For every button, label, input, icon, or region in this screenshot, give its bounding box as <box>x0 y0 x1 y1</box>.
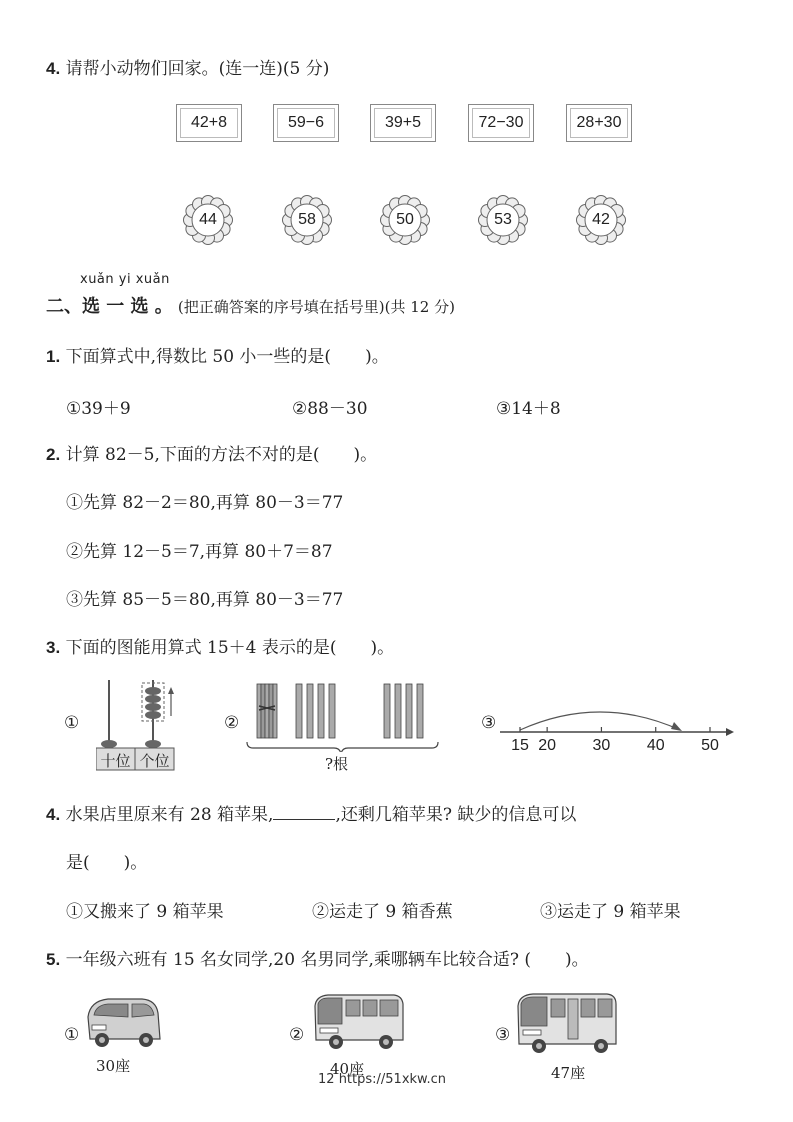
q1-header <box>46 342 389 367</box>
expression-card[interactable]: 39+5 <box>370 104 436 142</box>
question-number: 3. <box>46 638 61 657</box>
abacus-bead <box>101 740 117 748</box>
abacus-bead <box>145 740 161 748</box>
tick-label: 20 <box>538 737 557 754</box>
flower-number: 58 <box>298 211 316 228</box>
tick-label: 40 <box>646 737 665 754</box>
question-text: 请帮小动物们回家。(连一连)(5 分) <box>65 59 330 79</box>
single-stick <box>296 684 302 738</box>
question-number: 2. <box>46 445 61 464</box>
q3-header <box>46 633 394 658</box>
arc-arrow-icon <box>671 722 682 731</box>
stick-bundle <box>257 684 277 738</box>
question-text: 水果店里原来有 28 箱苹果, <box>65 805 274 825</box>
q2-header <box>46 440 377 465</box>
expression-card[interactable]: 72−30 <box>468 104 534 142</box>
option[interactable]: ③14＋8 <box>496 399 561 419</box>
question-number: 5. <box>46 950 61 969</box>
q4-top-header <box>46 54 329 79</box>
option-label[interactable]: ① <box>64 1025 80 1045</box>
option[interactable]: ①先算 82－2＝80,再算 80－3＝77 <box>66 493 344 513</box>
q4-header <box>46 800 576 825</box>
option[interactable]: ①39＋9 <box>66 399 131 419</box>
question-text: 下面算式中,得数比 50 小一些的是( )。 <box>65 347 389 367</box>
section-header <box>46 292 455 318</box>
brace <box>247 742 438 752</box>
flower-number: 53 <box>494 211 512 228</box>
vehicle-caption: 40座 <box>330 1060 365 1078</box>
single-stick <box>307 684 313 738</box>
option[interactable]: ②88－30 <box>292 399 368 419</box>
section-title: 二、选 一 选 。 <box>46 296 173 317</box>
question-number: 1. <box>46 347 61 366</box>
abacus-label-tens: 十位 <box>100 752 131 770</box>
tick-group <box>511 727 719 754</box>
long-bus-image <box>515 990 620 1056</box>
bus-image <box>312 990 407 1052</box>
abacus-bead <box>145 687 161 695</box>
option[interactable]: ②先算 12－5＝7,再算 80＋7＝87 <box>66 542 333 562</box>
flower-answer[interactable] <box>183 195 233 245</box>
expression-card[interactable]: 42+8 <box>176 104 242 142</box>
flower-number: 50 <box>396 211 414 228</box>
option-label[interactable]: ① <box>64 713 80 733</box>
option-label[interactable]: ③ <box>495 1025 511 1045</box>
q5-header <box>46 945 589 970</box>
single-stick <box>318 684 324 738</box>
number-line <box>495 700 740 760</box>
axis-arrow-icon <box>726 728 734 736</box>
question-number: 4. <box>46 805 61 824</box>
expression-card[interactable]: 59−6 <box>273 104 339 142</box>
page-footer <box>318 1072 446 1087</box>
question-text: 一年级六班有 15 名女同学,20 名男同学,乘哪辆车比较合适? ( )。 <box>65 950 589 970</box>
section-pinyin: xuǎn yi xuǎn <box>80 272 170 287</box>
option-label[interactable]: ② <box>289 1025 305 1045</box>
single-sticks <box>296 684 423 738</box>
footer-url[interactable]: https://51xkw.cn <box>338 1072 447 1087</box>
arrow-head-icon <box>168 687 174 694</box>
flower-number: 42 <box>592 211 610 228</box>
single-stick <box>384 684 390 738</box>
single-stick <box>406 684 412 738</box>
vehicle-caption: 47座 <box>551 1064 586 1082</box>
question-number: 4. <box>46 59 61 78</box>
flower-answer[interactable] <box>576 195 626 245</box>
option-label[interactable]: ③ <box>481 713 497 733</box>
q4-text-line3: 是( )。 <box>66 853 148 873</box>
vehicle-caption: 30座 <box>96 1057 131 1075</box>
option[interactable]: ①又搬来了 9 箱苹果 <box>66 902 224 922</box>
flower-number: 44 <box>199 211 217 228</box>
section-description: (把正确答案的序号填在括号里)(共 12 分) <box>177 298 455 316</box>
single-stick <box>329 684 335 738</box>
sticks-figure <box>244 682 444 752</box>
tick-label: 50 <box>701 737 719 754</box>
option[interactable]: ②运走了 9 箱香蕉 <box>312 902 453 922</box>
blank-line[interactable] <box>273 804 335 820</box>
option-label[interactable]: ② <box>224 713 240 733</box>
abacus-bead <box>145 711 161 719</box>
page-number: 12 <box>318 1072 335 1087</box>
flower-answer[interactable] <box>380 195 430 245</box>
question-text: 计算 82－5,下面的方法不对的是( )。 <box>65 445 378 465</box>
sticks-caption: ?根 <box>325 755 349 773</box>
expression-card[interactable]: 28+30 <box>566 104 632 142</box>
abacus-bead <box>145 703 161 711</box>
tick-label: 30 <box>592 737 611 754</box>
abacus-bead <box>145 695 161 703</box>
option[interactable]: ③运走了 9 箱苹果 <box>540 902 681 922</box>
question-text-cont: ,还剩几箱苹果? 缺少的信息可以 <box>335 805 577 825</box>
flower-answer[interactable] <box>478 195 528 245</box>
tick-label: 15 <box>511 737 529 754</box>
question-text: 下面的图能用算式 15＋4 表示的是( )。 <box>65 638 395 658</box>
abacus-label-ones: 个位 <box>139 752 170 770</box>
van-image <box>84 995 164 1050</box>
single-stick <box>417 684 423 738</box>
flower-answer[interactable] <box>282 195 332 245</box>
single-stick <box>395 684 401 738</box>
option[interactable]: ③先算 85－5＝80,再算 80－3＝77 <box>66 590 344 610</box>
